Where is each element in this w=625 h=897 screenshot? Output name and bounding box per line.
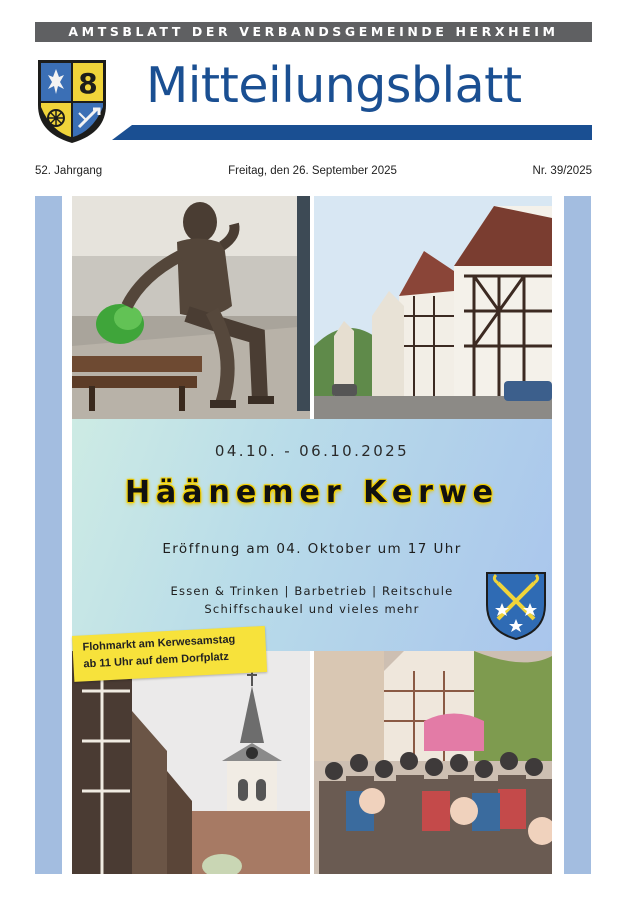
event-activities xyxy=(72,582,552,618)
issue-date: Freitag, den 26. September 2025 xyxy=(228,165,397,177)
festival-crowd-photo xyxy=(314,651,552,874)
activities-line-2: Schiffschaukel und vieles mehr xyxy=(204,602,420,616)
masthead-title: Mitteilungsblatt xyxy=(146,57,522,114)
publication-topline: AMTSBLATT DER VERBANDSGEMEINDE HERXHEIM xyxy=(35,22,592,42)
left-side-strip xyxy=(35,196,62,874)
right-side-strip xyxy=(564,196,591,874)
svg-text:8: 8 xyxy=(78,67,98,100)
coat-of-arms-icon xyxy=(35,57,109,145)
event-title: Häänemer Kerwe xyxy=(124,475,500,510)
kerwe-poster xyxy=(72,419,552,654)
village-crest-icon xyxy=(484,569,548,641)
volume-label: 52. Jahrgang xyxy=(35,165,103,177)
banner-line-1: Flohmarkt am Kerwesamstag xyxy=(82,633,236,654)
masthead-underline xyxy=(112,125,592,140)
activities-line-1: Essen & Trinken | Barbetrieb | Reitschule xyxy=(170,584,454,598)
issue-number: Nr. 39/2025 xyxy=(532,165,592,177)
event-dates: 04.10. - 06.10.2025 xyxy=(214,442,410,460)
half-timbered-street-photo xyxy=(314,196,552,419)
event-opening: Eröffnung am 04. Oktober um 17 Uhr xyxy=(162,541,462,557)
bench-statue-photo xyxy=(72,196,310,419)
banner-line-2: ab 11 Uhr auf dem Dorfplatz xyxy=(83,650,230,671)
church-tower-photo xyxy=(72,651,310,874)
